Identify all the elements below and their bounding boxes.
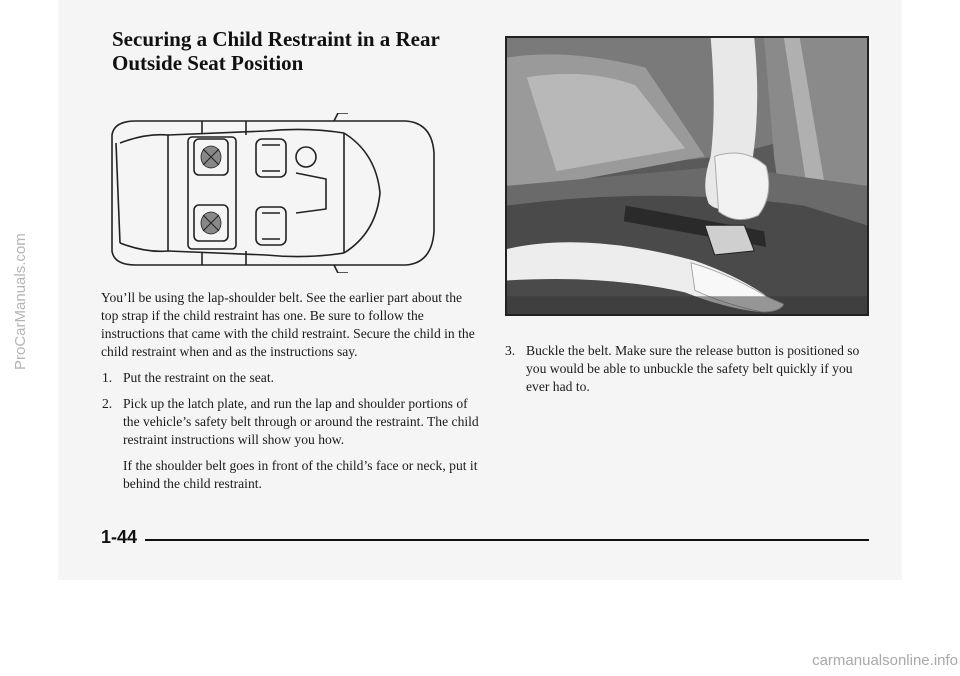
steps-list xyxy=(101,369,481,493)
footer-rule xyxy=(145,539,869,541)
side-watermark xyxy=(0,0,29,676)
left-column-text xyxy=(101,289,481,501)
step-number: 3. xyxy=(505,343,516,358)
step-text: Put the restraint on the seat. xyxy=(123,370,275,385)
right-column-text xyxy=(505,342,867,396)
page-number: 1-44 xyxy=(101,527,138,547)
page-title-line-2: Outside Seat Position xyxy=(112,51,304,75)
step-number: 1. xyxy=(102,370,113,385)
step-note: If the shoulder belt goes in front of the child’s face or neck, put it behind the child restraint. xyxy=(123,458,478,491)
step-number: 2. xyxy=(102,396,113,411)
step-text: Pick up the latch plate, and run the lap and shoulder portions of the vehicle’s safety belt through or around the restraint. The child restraint instructions will show you how. xyxy=(123,396,479,447)
bottom-watermark: carmanualsonline.info xyxy=(812,652,958,669)
car-top-view-diagram xyxy=(106,113,436,273)
page-title xyxy=(112,27,452,75)
step-item xyxy=(101,395,481,493)
page-title-line-1: Securing a Child Restraint in a Rear xyxy=(112,27,440,51)
buckling-belt-photo xyxy=(505,36,869,316)
side-watermark-text: ProCarManuals.com xyxy=(12,233,29,370)
step-item xyxy=(101,369,481,387)
step-item xyxy=(505,342,867,396)
page-footer xyxy=(101,527,869,553)
step-text: Buckle the belt. Make sure the release button is positioned so you would be able to unbuckle the safety belt quickly if you ever had to. xyxy=(526,343,860,394)
intro-paragraph: You’ll be using the lap-shoulder belt. See the earlier part about the top strap if the child restraint has one. Be sure to follow the instructions that came with the child restraint. Secure the child in the child restraint when and as the instructions say. xyxy=(101,290,475,359)
